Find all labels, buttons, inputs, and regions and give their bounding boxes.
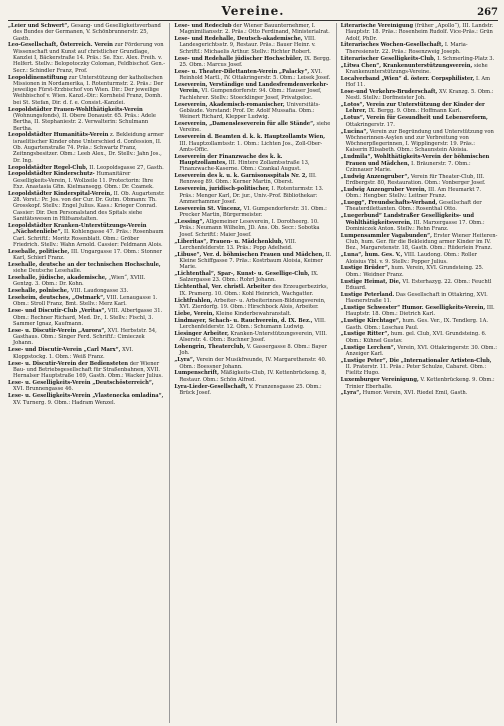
- entry-name: „Lustige Schwester“ Humor. Geselligkeits-Verein,: [340, 305, 486, 312]
- entry-name: „Luegg“, Freundschafts-Verband,: [340, 200, 438, 207]
- directory-entry: [174, 102, 331, 121]
- directory-entry: [8, 347, 165, 360]
- directory-entry: [174, 252, 331, 271]
- directory-entry: [174, 82, 331, 101]
- directory-entry: [8, 223, 165, 248]
- entry-name: Lese- und Discutir-Club „Veritas“,: [8, 308, 107, 315]
- directory-entry: [8, 249, 165, 262]
- entry-name: Leopoldstädter Regel-Club,: [8, 164, 88, 171]
- entry-text: VI. Esterhazyg. 22. Obm.: Feuchtl Eduard.: [345, 278, 492, 291]
- directory-entry: [174, 134, 331, 153]
- entry-name: Leopoldstädter Humanitäts-Verein: [8, 132, 109, 139]
- directory-entry: [174, 206, 331, 219]
- entry-name: Lesehalle, polnische,: [8, 288, 69, 295]
- entry-text: VI. Gumpendorferstr. 94. Obm.: Hauser Josef, Fachlehrer. Stellv.: Stoecklinger Josef, Privatgeloc.: [179, 88, 322, 101]
- directory-entry: [8, 262, 165, 275]
- entry-text: VIII. Laudong. Obm.: Roller Aloisius Ybl. v. 9. Stellv.: Popper Julius.: [345, 252, 478, 265]
- entry-text: II. Leopoldsgasse 27, Gasth.: [89, 164, 164, 171]
- directory-entry: [341, 174, 498, 187]
- entry-text: III. Rennweg 89. Obm.: Kerner Martin, Oberst.: [179, 173, 317, 186]
- entry-text: VIII. Laudongasse 33.: [70, 288, 129, 295]
- entry-text: z. Bekleidung armer israelitischer Kinder ohne Unterschied d. Confession, II. Ob. Augartenstraße 74. Präs.: Schwartz Franz, Zeitnngsbesitzer. Obm.: Leeb Alex., Dr. Stellv.: Jahn Jos., Dr. Ing.: [13, 132, 164, 164]
- directory-entry: [174, 121, 331, 134]
- directory-entry: [8, 23, 165, 42]
- entry-text: VIII. Lerchenfelderstr. 12. Obm.: Schumann Ludwig.: [179, 317, 326, 330]
- entry-name: Lese- und Redehalle, Deutsch-akademische,: [174, 36, 303, 43]
- entry-text: Universitäts-Gebäude. Vorstand: Prof. Dr. Adolf Mussafia. Obm.: Weinert Richard, Klepper Ludwig.: [179, 101, 321, 121]
- entry-name: Lindmayer, Schach- u. Rauchverein, d. IX. Bez.,: [174, 317, 313, 324]
- column-middle: [169, 23, 331, 723]
- entry-name: Lustige Peterland.: [340, 291, 395, 298]
- entry-name: Lese- u. Theater-Dilettanten-Verein „Palacky“,: [174, 68, 310, 75]
- entry-text: III. Ungargasse 17. Obm.: Stonner Karl, Schierl Franz.: [13, 248, 162, 262]
- directory-entry: [8, 42, 165, 73]
- entry-name: Lose-und Verkehrs-Bruderschaft,: [340, 88, 438, 95]
- entry-name: „Leier und Schwert“,: [8, 23, 70, 29]
- directory-entry: [174, 344, 331, 357]
- directory-entry: [8, 361, 165, 380]
- entry-name: Liesinger Arbeiter,: [174, 330, 229, 337]
- entry-text: I. Bräunerstr. 7. Obm.: Czinnauer Marie.: [345, 160, 471, 173]
- entry-text: III. Hauptzollamtsstr. 1. Obm.: Lichten Jos., Zoll-Ober-Amts-Offic.: [179, 140, 323, 153]
- entry-name: Leopoldstädter Kinderschutz-: [8, 171, 95, 178]
- directory-entry: [341, 279, 498, 292]
- entry-name: „Litwa Chen“, Krankenunterstützungsverein,: [340, 62, 473, 69]
- directory-entry: [174, 56, 331, 69]
- page-header: [8, 4, 498, 21]
- entry-name: Lumpensammler Vagabunden“,: [340, 232, 432, 239]
- entry-text: der Wiener Bauunternehmer, I. Magnimiliansstr. 2. Präs.: Otto Ferdinand, Ministerialrat.: [179, 23, 330, 36]
- directory-entry: [341, 305, 498, 318]
- entry-text: XV. Turnerg. 9. Obm.: Hadram Wenzel.: [13, 399, 116, 406]
- column-left: [8, 23, 165, 723]
- entry-text: IX. Bergg. 9. Obm.: Hoffmann Karl.: [368, 108, 462, 115]
- directory-entry: [341, 252, 498, 265]
- entry-name: „Lucina“,: [340, 128, 369, 135]
- entry-text: I. Am Hof 11.: [345, 75, 491, 89]
- entry-name: „Lyra“,: [340, 390, 362, 397]
- entry-name: Lumpenschrift,: [174, 370, 219, 377]
- entry-name: „Ludwig Anzengruber“,: [340, 173, 410, 180]
- entry-text: Verein für Theater-Club, III. Erdbergstr. 80, Restauration. Obm.: Vonberger Josef.: [345, 173, 486, 187]
- column-right: [336, 23, 498, 723]
- entry-text: der Wiener Bau- und Betriebsgesellschaft für Straßenbahnen, XVII. Hernalser Hauptstraße 169, Gasth. Obm.: Wacker Julius.: [13, 360, 163, 380]
- entry-text: XVI. Brunnengasse 46.: [13, 386, 74, 393]
- entry-name: Lese- u. Discutir-Verein der Bediensteten: [8, 360, 129, 367]
- entry-text: Gesang- und Geselligkeitsverband des Bundes der Germanen, V. Schönbrunnerstr. 25, Gasth.: [13, 23, 161, 42]
- entry-name: Lichtfrahlen,: [174, 297, 213, 304]
- entry-name: „Lyra“,: [174, 357, 195, 364]
- directory-entry: [8, 191, 165, 222]
- directory-entry: [174, 186, 331, 205]
- entry-text: II. Kleine Schiffgasse 7. Präs.: Kostrbaum Aloisia, Keimer Marie.: [179, 251, 332, 271]
- entry-text: Allgemeiner Leseverein, I. Dorotheerg. 10. Präs.: Neumann Wilhelm, JD. Ans. Ob. Secr.: Sobotka Josef. Schriftf.: Maier Josef.: [179, 219, 320, 238]
- entry-text: IX. Salzergasse 23. Obm.: Rohrl Johann.: [179, 271, 319, 284]
- entry-name: Lese- und Discutir-Verein „Carl Marx“,: [8, 347, 121, 354]
- entry-name: Leseverein der Finanzwache des k. k. Hauptzollamtes,: [174, 153, 283, 166]
- entry-name: Lese- u. Discutir-Verein „Aurora“,: [8, 327, 106, 334]
- entry-text: zur Unterstützung der katholischen Missionen in Nordamerika, I. Rotenturmstr. 2. Präs.: Der jeweilige Fürst-Erzbischof von Wien. Dir.: Der jeweilige Weihbischof v. Wien. Kanzl.-Dir.: Kornheisl Franz, Domh. bei St. Stefan, Dir. d. f. e. Consist.-Kanzlei.: [13, 74, 164, 106]
- directory-entry: [341, 187, 498, 200]
- directory-entry: [8, 295, 165, 308]
- entry-text: VI. Gumpendorferstr. 31. Obm.: Precker Martin, Bürgermeister.: [179, 205, 327, 219]
- entry-name: Literarischer Geselligkeits-Club,: [340, 55, 436, 62]
- directory-entry: [341, 377, 498, 390]
- directory-entry: [341, 390, 498, 396]
- directory-entry: [341, 233, 498, 252]
- entry-name: „Lustige Ritter“,: [340, 331, 390, 338]
- entry-text: VIII. Landesgerichtsstr. 9, Restaur. Präs.: Bauer Heinr. v. Schriftf.: Michaelis Arthur. Stellv.: Richter Robert.: [179, 36, 316, 55]
- entry-text: VIII. Albertgasse 31. Obm.: Rechner Richard, Med. Dr., I. Stellv.: Fischl, 3. Sammer Ignaz, Kaufmann.: [13, 308, 163, 327]
- entry-name: Lustige Heimat, Die,: [340, 278, 401, 285]
- entry-text: Erster Wiener Heiteren-Club, hum. Ger. für die Bekleidung armer Kinder im IV. Bez., Margaretenstr. 18, Gasth. Obm.: Rüderlein Franz.: [345, 232, 498, 252]
- entry-text: hum. Verein, XVI. Grundsteing. 25. Obm.: Weidner Franz.: [345, 265, 484, 278]
- directory-entry: [174, 69, 331, 82]
- directory-columns: [8, 23, 498, 723]
- entry-text: Arbeiter- u. Arbeiterinnen-Bildungsverein, XVI. Zierdorfg. 19. Obm.: Hirschbock Alois, Arbeiter.: [179, 297, 326, 310]
- directory-entry: [174, 271, 331, 284]
- entry-name: „Lustige Kirchtage“,: [340, 318, 401, 325]
- directory-entry: [341, 129, 498, 154]
- entry-text: Mäßigkeits-Club, IV. Kettenbrückeng. 8, Restaur. Obm.: Schön Alfred.: [179, 370, 327, 383]
- directory-entry: [8, 288, 165, 294]
- entry-name: „Lustige Lerchen“,: [340, 344, 396, 351]
- entry-text: (früher „Apollo“), III. Landstr. Hauptstr. 18. Präs.: Rosenheim Rudolf. Vice-Präs.: Grün Adolf, PhDr.: [345, 23, 494, 42]
- directory-entry: [341, 23, 498, 42]
- entry-text: I. Rotenturmstr. 13. Präs.: Menger Karl, Dr. jur., Univ.-Prof. Bibliothekar: Ammerhammer Josef.: [179, 186, 324, 205]
- entry-name: Leopoldstädter Kranken-Unterstützungs-Verein „Nächstenliebe“,: [8, 222, 147, 236]
- entry-text: zur Förderung von Wissenschaft und Kunst auf christlicher Grundlage, Kanzlei I, Bäckerstraße 14. Präs.: Se. Exc. Alex. Freih. v. Helfert. Stellv.: Belopotoczky Coloman, Feldbischof. Gen.-Secr.: Schindler Franz, Prof.: [13, 42, 166, 74]
- entry-text: Gesellschaft der Theaterdilettanten. Obm.: Rosenthal Otto.: [345, 200, 482, 213]
- entry-name: Lohengrin, Theaterclub,: [174, 344, 246, 351]
- entry-name: „Lustige Peter“, Die „Internationaler Artisten-Club,: [340, 357, 492, 364]
- directory-entry: [341, 200, 498, 213]
- entry-name: „Lichtenthal“, Spar-, Kunst- u. Gesellige-Club,: [174, 271, 310, 278]
- entry-text: Humanitärer Geselligkeits-Verein, I. Wollzeile 11. Protectorin: Ihre Exz. Anastasia Gfin. Kielmansegg. Obm.: Dr. Czamek.: [13, 171, 154, 190]
- entry-name: Leseverein, „Damensleseverein für alle Stände“,: [174, 121, 315, 128]
- directory-entry: [174, 36, 331, 55]
- entry-text: II. Ob. Augartenstr. 28. Vorst.: Pr. Jos. von der Cur. Dr. Gutm. Obmann: Th. Grosskopf. Stellv.: Engel Julius. Kass.: Krieger Conrad. Cassier: Dir. Den Personalstand des Spitals siehe Sanitätswesen in Hilfsanstalten.: [13, 190, 165, 223]
- entry-text: II. Kohlengasse 47. Präs.: Rosenbaum Carl. Schriftf.: Moritz Rosenblatt. Obm.: Gröber Friedrich. Stellv.: Wahn Arnold. Cassier: Feldmann Alois.: [13, 229, 164, 248]
- entry-name: „Liberitas“, Frauen- u. Mädchenklub,: [174, 238, 284, 245]
- entry-text: Verein zur Begründung und Unterstützung von Wöchnerinnen-Asylen und zur Verbreitung von Wöchnerpflegerinnen, I. Wipplingerstr. 19. Präs.: Kaiserin Elisabeth. Obm.: Schaunstein Aloisia.: [345, 128, 494, 154]
- directory-entry: [174, 357, 331, 370]
- entry-name: „Ludwig Anzengruber Verein,: [340, 186, 427, 193]
- entry-name: Lese- u. Geselligkeits-Verein „Deutschösterreich“,: [8, 380, 154, 387]
- entry-text: hum. Ges. Ver., IX. Tendlerg. 1A. Gasth. Obm.: Loschau Paul.: [345, 318, 488, 331]
- entry-text: „Wien“, XVIII. Gentzg. 3. Obm.: Dr. Kohn.: [13, 275, 146, 288]
- directory-entry: [174, 284, 331, 297]
- entry-text: XVI. Reinhold Martl., IV. Ottakringerstr. 5. Obm.: Leisek Josef.: [179, 68, 331, 82]
- directory-entry: [341, 292, 498, 305]
- directory-entry: [341, 318, 498, 331]
- entry-name: Lese- und Redeclub: [174, 23, 232, 29]
- directory-entry: [174, 23, 331, 36]
- entry-text: XV. Kranzg. 5. Obm.: Nestl. Stellv.: Dorfmeister Joh.: [345, 88, 494, 102]
- directory-entry: [341, 115, 498, 128]
- entry-name: „Libuse“, Ver. d. böhmischen Frauen und Mädchen,: [174, 251, 324, 258]
- entry-name: Leseverein, Akademisch-romanischer,: [174, 101, 285, 108]
- entry-name: Localverband „Wien“ d. österr. Corpsphilister,: [340, 75, 475, 82]
- section-title: Vereine.: [221, 4, 285, 18]
- entry-text: (Wohnungsfonds), II. Obere Donaustr. 65. Präs.: Adele Bertha, II. Stephaniestr. 2. Verwalterin: Schulmann Bertha.: [13, 112, 156, 132]
- entry-name: „Lessing“,: [174, 219, 205, 226]
- directory-entry: [341, 331, 498, 344]
- entry-text: des Erzeugerbezirks, IX. Pramerg. 10. Obm.: Kohl Heinrich, Wachgatter.: [179, 284, 329, 297]
- directory-entry: [341, 89, 498, 102]
- entry-text: III. Hintere Zollamtsstraße 13, Finanzwache-Kaserne. Obm.: Czankal August.: [179, 159, 310, 173]
- directory-entry: [341, 56, 498, 62]
- entry-name: Luxemburger Vereinigung,: [340, 377, 419, 384]
- entry-text: siehe Vereine.: [179, 121, 331, 134]
- entry-name: „Ludmila“, Wohlthätigkeits-Verein der böhmischen Frauen und Mädchen,: [340, 154, 490, 167]
- entry-text: V. Franzensgasse 25. Obm.: Brück Josef.: [179, 383, 322, 396]
- entry-text: XVI. Kloppstockg. 1. Obm.: Weiß Franz.: [13, 347, 134, 360]
- entry-text: I. Maria-Theresienstr. 22. Präs.: Rosenzweig Joseph.: [345, 42, 468, 55]
- entry-name: „Luna“, hum. Ges. V.,: [340, 252, 403, 259]
- directory-entry: [8, 132, 165, 163]
- entry-name: Lichtenthal, Ver. christl. Arbeiter: [174, 284, 271, 291]
- directory-entry: [8, 328, 165, 347]
- directory-entry: [8, 275, 165, 288]
- entry-name: Lustige Brüder“,: [340, 265, 390, 272]
- entry-name: Literarische Vereinigung: [340, 23, 414, 29]
- directory-entry: [8, 171, 165, 190]
- entry-text: IX. Bergg. 25. Obm.: Marcus Josef.: [179, 55, 331, 68]
- entry-text: VIII. Lerchenfelderstr. 13. Präs.: Popp Adelheid.: [179, 238, 297, 251]
- directory-entry: [174, 239, 331, 252]
- directory-entry: [174, 298, 331, 311]
- directory-entry: [341, 358, 498, 377]
- directory-entry: [341, 265, 498, 278]
- entry-name: Leo-Gesellschaft, Österreich. Verein: [8, 42, 113, 49]
- directory-entry: [8, 165, 165, 171]
- entry-name: Lesehalle, jüdische, akademische,: [8, 275, 107, 282]
- entry-text: I. Schmerling-Platz 3.: [437, 55, 495, 62]
- entry-text: V. Kettenbrückeng. 9. Obm.: Trinier Eberhalle.: [345, 377, 495, 390]
- entry-name: „Lotus“, Verein für Gesundheit und Lebensreform,: [340, 115, 488, 122]
- entry-name: Lese- und Redehalle jüdischer Hochschüler,: [174, 55, 303, 62]
- entry-text: XVI. Herbststr. 54, Gasthaus. Obm.: Singer Ferd. Schriftf.: Cimieczek Johann.: [13, 327, 157, 347]
- entry-text: III. Marxergasse 17. Obm.: Dominiczek Anton. Stellv.: Rehn Franz.: [345, 219, 485, 232]
- entry-text: hum. gel. Club, XVI. Grundsteing. 6. Obm.: Kühnel Gustav.: [345, 331, 487, 344]
- entry-name: Leseverein d. Beamten d. k. k. Hauptzollamts Wien,: [174, 134, 326, 141]
- entry-text: III. Hauptstr. 18. Obm.: Dietrich Karl.: [345, 305, 495, 318]
- entry-text: siehe Krankenunterstützungs-Vereine.: [345, 62, 488, 75]
- directory-entry: [174, 219, 331, 238]
- entry-text: V. Gassergasse 8. Obm.: Bayer Joh.: [179, 344, 327, 357]
- directory-entry: [8, 380, 165, 393]
- directory-entry: [174, 173, 331, 186]
- directory-entry: [174, 311, 331, 317]
- entry-name: „Luegerbund“ Landstraßer Geselligkeits- und Wohlthätigkeitsverein,: [340, 213, 475, 226]
- entry-name: Literarisches Wochen-Gesellschaft,: [340, 42, 444, 49]
- directory-entry: [8, 393, 165, 406]
- directory-entry: [8, 75, 165, 106]
- entry-name: Leseverein St. Vincenz,: [174, 205, 242, 212]
- entry-name: „Lotos“, Verein zur Unterstützung der Kinder der Lehrer,: [340, 102, 485, 115]
- entry-name: Leopoldinenstiftung: [8, 74, 67, 81]
- directory-entry: [341, 76, 498, 89]
- directory-entry: [174, 154, 331, 173]
- entry-name: Leseverein, juridisch-politischer,: [174, 186, 270, 193]
- entry-text: VIII. Lenaugasse 1. Obm.: Stroll Franz, Bmt. Stellv.: Merz Karl.: [13, 295, 158, 308]
- entry-text: III. Am Heumarkt 7. Obm.: Hengber. Stellv.: Leitner Franz.: [345, 186, 482, 200]
- entry-name: Lesehalle, deutsche an der technischen Hochschule,: [8, 261, 161, 268]
- entry-text: Verein, XVI. Ottakringerstr. 30. Obm.: Anzeiger Karl.: [345, 344, 497, 357]
- directory-entry: [341, 42, 498, 55]
- entry-text: Kleine Kinderbewahranstalt.: [215, 310, 292, 317]
- entry-name: Leseverein, Verständige und Landesfremdenverkehr-Verein,: [174, 82, 329, 95]
- entry-name: Leopoldstädter Kinderspital-Verein,: [8, 190, 112, 197]
- directory-entry: [174, 384, 331, 397]
- directory-entry: [8, 107, 165, 132]
- directory-entry: [174, 331, 331, 344]
- directory-entry: [341, 154, 498, 173]
- entry-name: Leseheim, deutsches, „Ostmark“,: [8, 295, 105, 302]
- entry-text: Humor. Verein, XVI. Riedel Emil, Gasth.: [362, 390, 468, 397]
- directory-entry: [341, 102, 498, 115]
- entry-text: Das Gesellschaft in Ottakring, XVI. Hasnerstraße 11.: [345, 291, 488, 305]
- directory-entry: [341, 213, 498, 232]
- directory-entry: [8, 308, 165, 327]
- directory-entry: [341, 345, 498, 358]
- page-number: 267: [477, 7, 498, 18]
- entry-name: Liebe, Verein,: [174, 310, 215, 317]
- entry-text: II. Praterstr. 11. Präs.: Peter Schulze, Cabaret. Obm.: Fielitz Hugo.: [345, 364, 487, 377]
- directory-entry: [174, 370, 331, 383]
- entry-name: Lyra-Lieder-Gesellschaft,: [174, 383, 248, 390]
- entry-name: Leseballe, politische,: [8, 248, 70, 255]
- entry-name: Leopoldstädter Frauen-Wohlthätigkeits-Verein: [8, 106, 143, 113]
- entry-name: Lese- u. Geselligkeits-Verein „Vlastenecka omladina“,: [8, 393, 164, 400]
- entry-text: Kranken-Unterstützungsverein, VIII. Alserstr. 4. Obm.: Buchner Josef.: [179, 330, 327, 344]
- directory-entry: [341, 63, 498, 76]
- entry-text: Verein der Musikfreunde, IV. Margarethenstr. 40. Obm.: Boessner Johann.: [179, 357, 327, 370]
- entry-text: siehe Deutsche Lesehalle.: [13, 268, 82, 275]
- entry-text: Ottakringerstr. 17.: [345, 121, 395, 128]
- entry-name: Leseverein des k. u. k. Garnisonsspitals Nr. 2,: [174, 173, 308, 180]
- directory-entry: [174, 318, 331, 331]
